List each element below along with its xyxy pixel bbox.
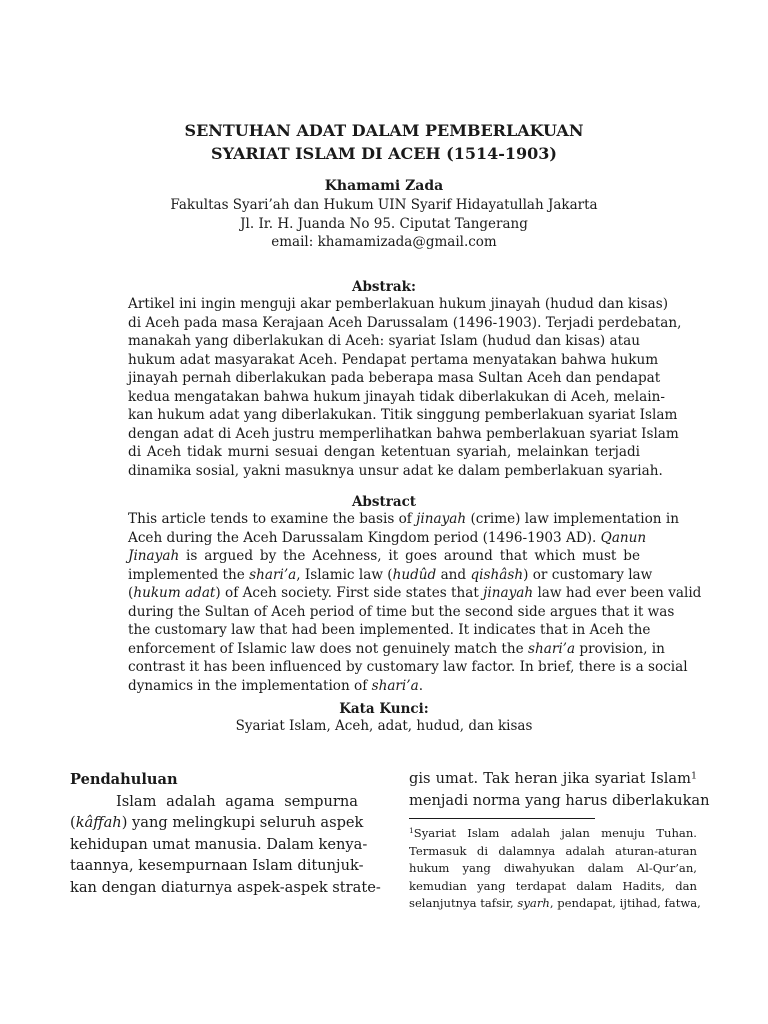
keywords-heading: Kata Kunci: [339,701,429,717]
abstrak-line: manakah yang diberlakukan di Aceh: syariat Islam (hudud dan kisas) atau [128,333,640,349]
author-affiliation: Fakultas Syari’ah dan Hukum UIN Syarif Hidayatullah Jakarta [170,197,598,213]
footnote [409,825,701,913]
abstrak-line: di Aceh pada masa Kerajaan Aceh Darussalam (1496-1903). Terjadi perdebatan, [128,314,682,331]
abstract-line: contrast it has been influenced by customary law factor. In brief, there is a social [128,659,688,675]
abstract-line: enforcement of Islamic law does not genuinely match the shari’a provision, in [128,640,665,657]
abstract-line: Jinayah is argued by the Acehness, it goes around that which must be [128,548,640,564]
intro-line: gis umat. Tak heran jika syariat Islam$^1$ [409,770,697,787]
abstrak-line: Artikel ini ingin menguji akar pemberlakuan hukum jinayah (hudud dan kisas) [128,296,668,312]
abstract-line: Aceh during the Aceh Darussalam Kingdom period (1496-1903 AD). Qanun [128,529,647,546]
abstrak-line: dinamika sosial, yakni masuknya unsur adat ke dalam pemberlakuan syariah. [128,462,663,479]
abstrak-body [128,295,682,480]
abstrak-line: jinayah pernah diberlakukan pada beberapa masa Sultan Aceh dan pendapat [128,370,661,386]
intro-line: (kâffah) yang melingkupi seluruh aspek [70,814,364,831]
author-address: Jl. Ir. H. Juanda No 95. Ciputat Tangerang [240,215,528,232]
intro-line: Islam adalah agama sempurna [116,792,358,810]
intro-right-column [409,768,710,811]
abstrak-heading: Abstrak: [352,279,416,295]
abstract-heading: Abstract [351,494,417,510]
footnote-divider [409,818,595,819]
footnote-line: kemudian yang terdapat dalam Hadits, dan [409,878,697,893]
paper-title [0,119,768,165]
abstract-line: (hukum adat) of Aceh society. First side states that jinayah law had ever been valid [128,585,702,601]
abstract-line: implemented the shari’a, Islamic law (hudûd and qishâsh) or customary law [128,566,653,583]
author-name: Khamami Zada [324,178,444,194]
intro-line: kehidupan umat manusia. Dalam kenya- [70,835,368,853]
footnote-line: $^1$Syariat Islam adalah jalan menuju Tuhan. [409,826,697,840]
footnote-number: 1 [409,826,414,836]
abstract-line: during the Sultan of Aceh period of time but the second side argues that it was [128,603,675,620]
keywords-text: Syariat Islam, Aceh, adat, hudud, dan kisas [235,718,533,734]
intro-line: kan dengan diaturnya aspek-aspek strate- [70,878,381,896]
abstrak-line: dengan adat di Aceh justru memperlihatkan bahwa pemberlakuan syariat Islam [128,425,679,442]
intro-left-column [70,769,381,898]
intro-line: taannya, kesempurnaan Islam ditunjuk- [70,857,364,874]
abstrak-line: kan hukum adat yang diberlakukan. Titik singgung pemberlakuan syariat Islam [128,407,678,423]
intro-line: menjadi norma yang harus diberlakukan [409,791,710,809]
abstrak-line: hukum adat masyarakat Aceh. Pendapat pertama menyatakan bahwa hukum [128,351,659,368]
abstract-body [128,510,702,695]
abstract-line: the customary law that had been implemented. It indicates that in Aceh the [128,622,651,638]
abstract-line: This article tends to examine the basis of jinayah (crime) law implementation in [128,511,679,527]
footnote-line: Termasuk di dalamnya adalah aturan-aturan [409,843,697,858]
abstrak-line: di Aceh tidak murni sesuai dengan ketentuan syariah, melainkan terjadi [128,444,640,460]
title-line-2: SYARIAT ISLAM DI ACEH (1514-1903) [211,144,557,163]
footnote-line: selanjutnya tafsir, syarh, pendapat, ijtihad, fatwa, [409,896,701,910]
abstract-line: dynamics in the implementation of shari’a. [128,677,424,694]
title-line-1: SENTUHAN ADAT DALAM PEMBERLAKUAN [184,121,584,140]
footnote-marker[interactable]: 1 [690,770,697,782]
abstrak-line: kedua mengatakan bahwa hukum jinayah tidak diberlakukan di Aceh, melain- [128,388,665,405]
footnote-line: hukum yang diwahyukan dalam Al-Qur’an, [409,861,697,875]
author-email: email: khamamizada@gmail.com [271,234,497,250]
intro-heading: Pendahuluan [70,771,178,788]
author-block [0,177,768,252]
